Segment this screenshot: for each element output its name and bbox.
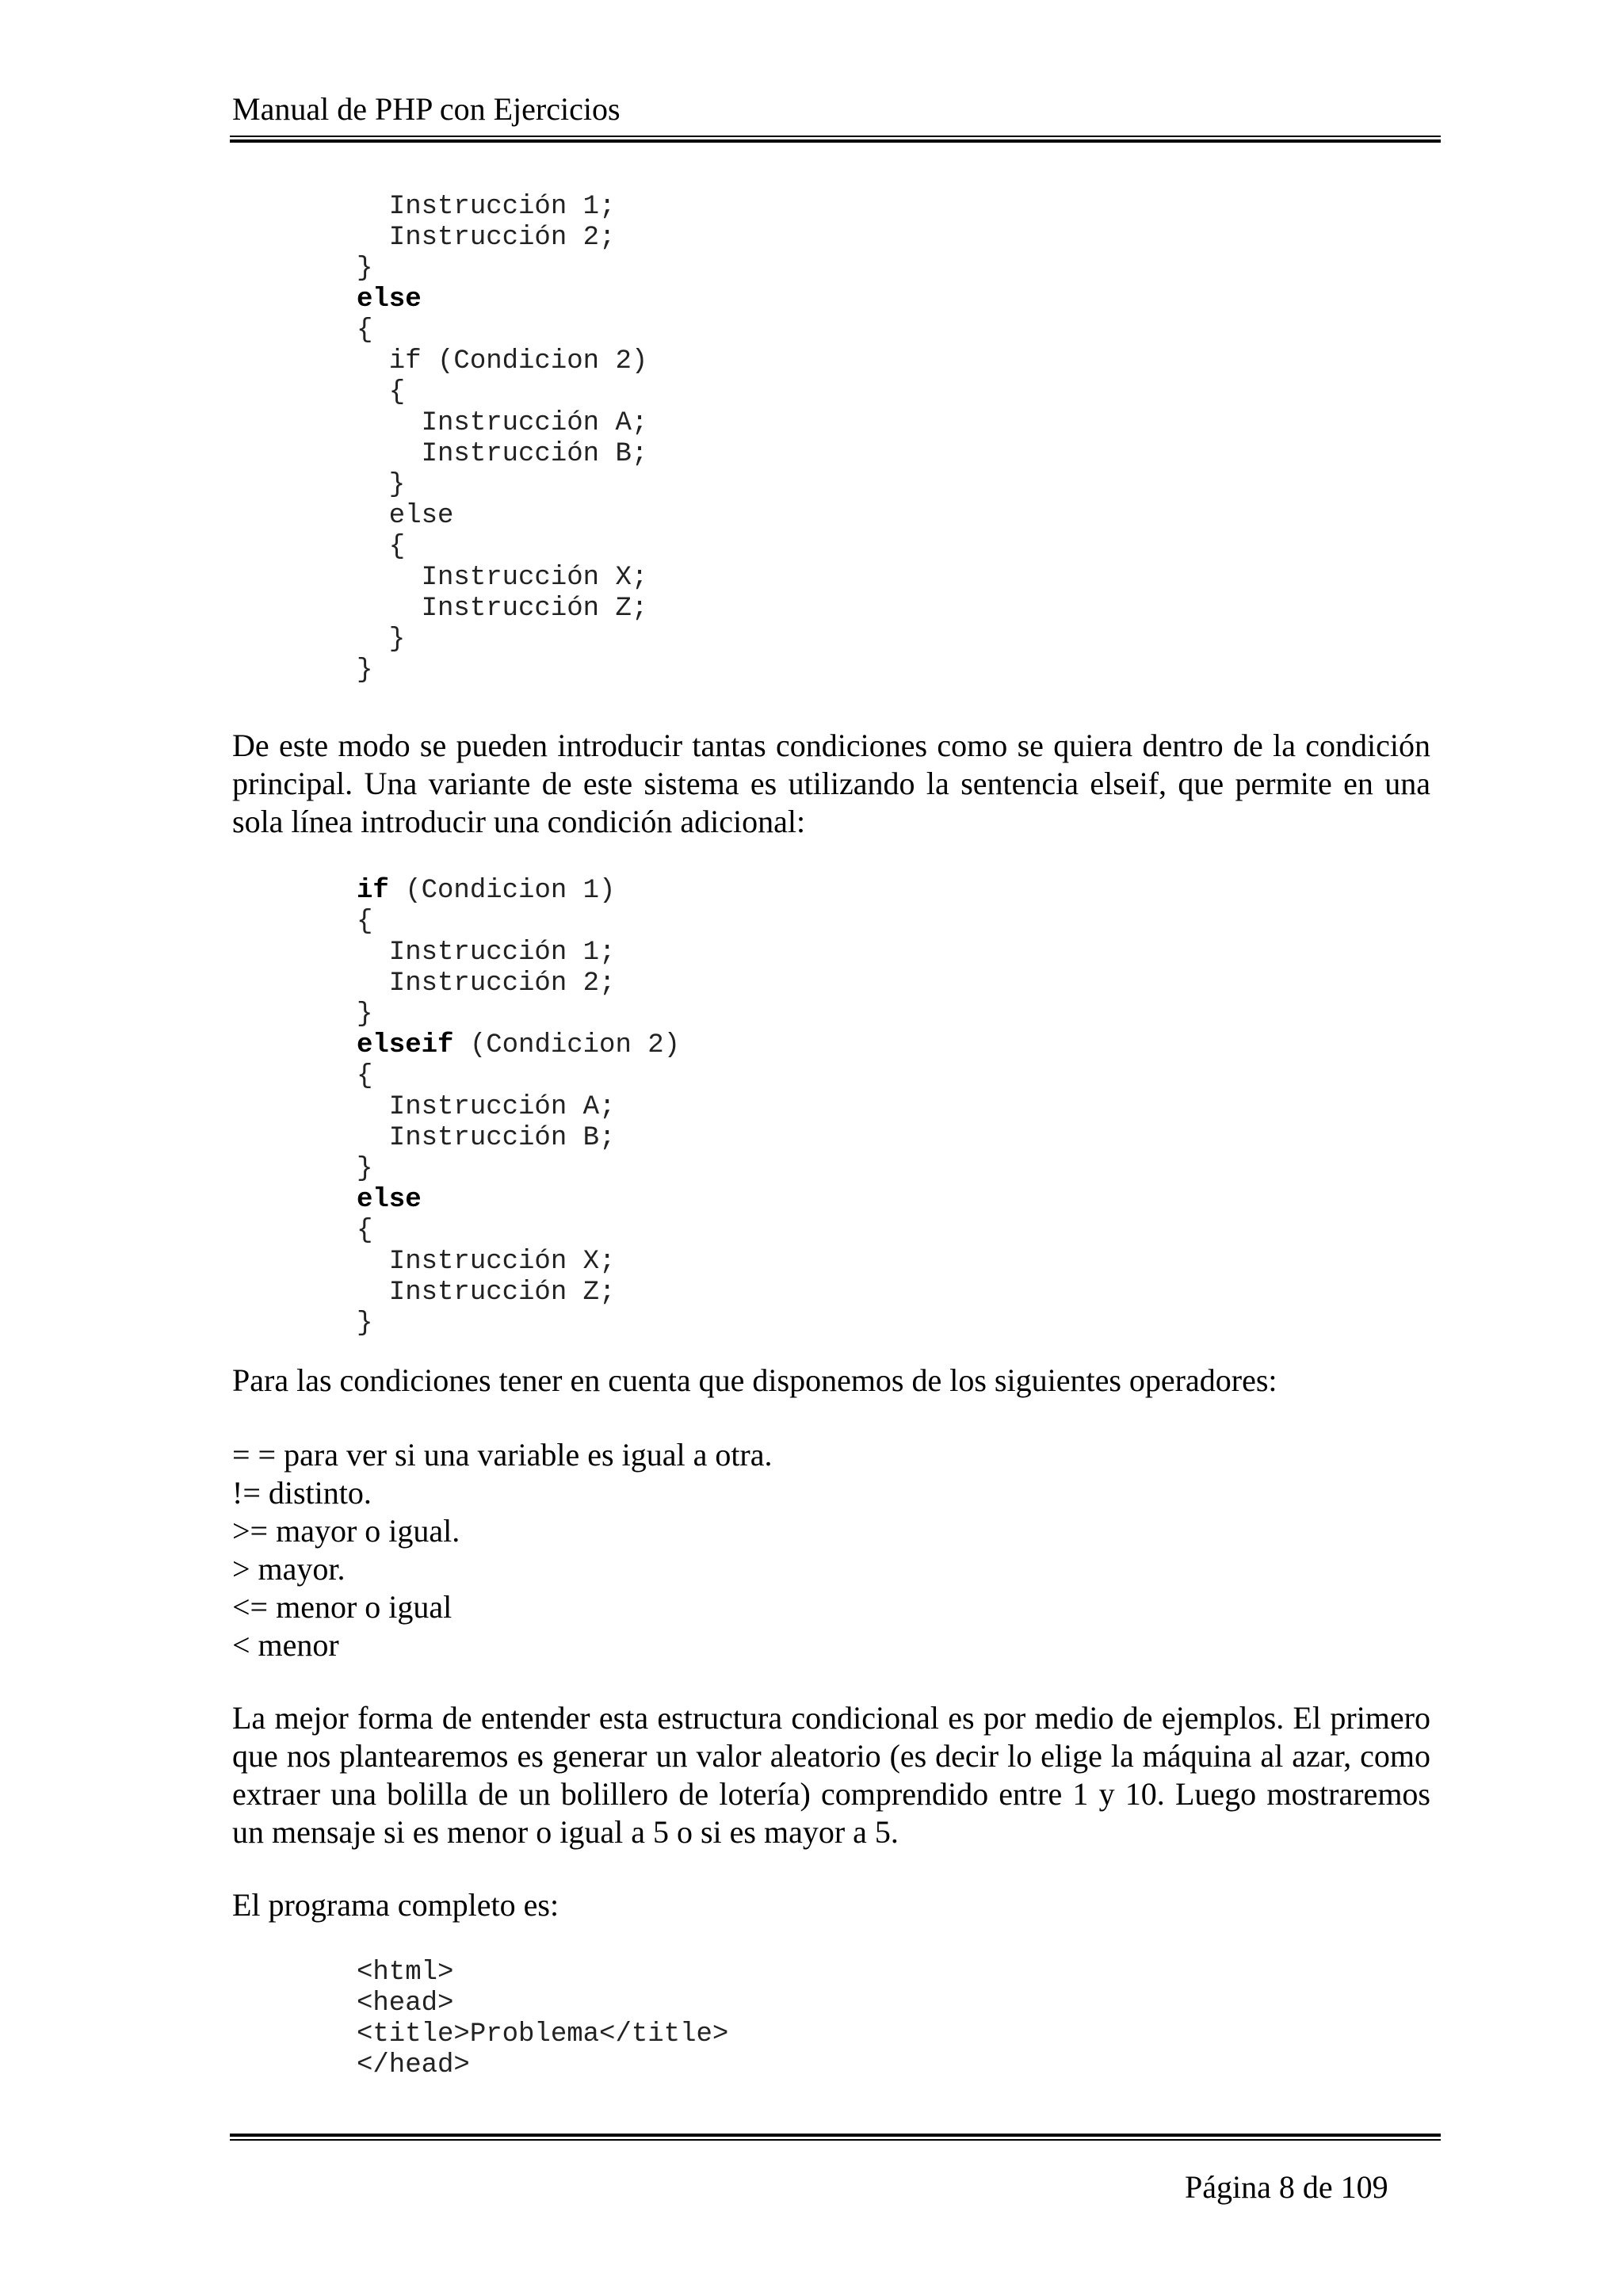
operators-list [232,1436,773,1664]
code-text: (Condicion 1) [388,876,616,906]
code-line: { [357,315,373,346]
code-line: { [357,907,373,937]
code-line: Instrucción 2; [357,968,616,999]
operator-item: >= mayor o igual. [232,1513,460,1549]
operator-item: < menor [232,1627,339,1663]
code-line: } [357,254,373,284]
code-line: { [357,1216,373,1246]
code-line: } [357,999,373,1030]
code-line: } [357,1308,373,1339]
code-line: } [357,655,373,686]
code-line: { [357,532,406,562]
paragraph-operators-intro: Para las condiciones tener en cuenta que disponemos de los siguientes operadores: [232,1362,1277,1398]
code-line: Instrucción 1; [357,192,616,222]
code-line: { [357,1061,373,1091]
code-line: } [357,470,406,500]
footer-rule-thick [230,2134,1441,2137]
footer-rule-thin [230,2139,1441,2141]
code-keyword-else: else [357,285,422,315]
code-keyword-if: if [357,876,389,906]
code-line: { [357,377,406,407]
code-line: } [357,1154,373,1184]
code-line: <title>Problema</title> [357,2019,729,2050]
code-line: <head> [357,1988,454,2019]
code-line-if [357,876,680,907]
code-block-html [357,1958,728,2081]
code-line: Instrucción A; [357,408,648,438]
header-rule-thin [230,136,1441,137]
code-line: Instrucción 1; [357,938,616,968]
code-line-elseif [357,1030,680,1061]
code-line: else [357,501,454,531]
code-block-nested-if [357,192,647,686]
paragraph-program-label: El programa completo es: [232,1887,559,1923]
code-keyword-else: else [357,1185,422,1215]
header-rule-thick [230,139,1441,143]
document-header-title: Manual de PHP con Ejercicios [232,91,621,127]
code-block-elseif [357,876,680,1339]
code-line: } [357,625,406,655]
code-line: Instrucción Z; [357,1278,616,1308]
code-text: (Condicion 2) [453,1030,681,1060]
code-line: Instrucción X; [357,563,648,593]
operator-item: > mayor. [232,1551,346,1587]
paragraph-elseif-intro: De este modo se pueden introducir tantas condiciones como se quiera dentro de la condición principal. Una variante de este sistema es utilizando la sentencia elseif, que permite en una sola línea introducir una condición adicional: [232,728,1430,839]
paragraph-example-description: La mejor forma de entender esta estructura condicional es por medio de ejemplos. El primero que nos plantearemos es generar un valor aleatorio (es decir lo elige la máquina al azar, como extraer una bolilla de un bolillero de lotería) comprendido entre 1 y 10. Luego mostraremos un mensaje si es menor o igual a 5 o si es mayor a 5. [232,1700,1430,1850]
code-line: Instrucción A; [357,1092,616,1122]
code-line: Instrucción X; [357,1247,616,1277]
operator-item: = = para ver si una variable es igual a otra. [232,1437,773,1473]
code-line: Instrucción B; [357,1123,616,1153]
code-line: Instrucción 2; [357,223,616,253]
code-line: <html> [357,1958,454,1988]
code-line: Instrucción Z; [357,594,648,624]
operator-item: <= menor o igual [232,1589,453,1625]
page-number: Página 8 de 109 [1185,2169,1388,2205]
code-line: Instrucción B; [357,439,648,469]
code-line: if (Condicion 2) [357,346,648,376]
code-line: </head> [357,2050,470,2080]
code-keyword-elseif: elseif [357,1030,454,1060]
operator-item: != distinto. [232,1475,372,1511]
